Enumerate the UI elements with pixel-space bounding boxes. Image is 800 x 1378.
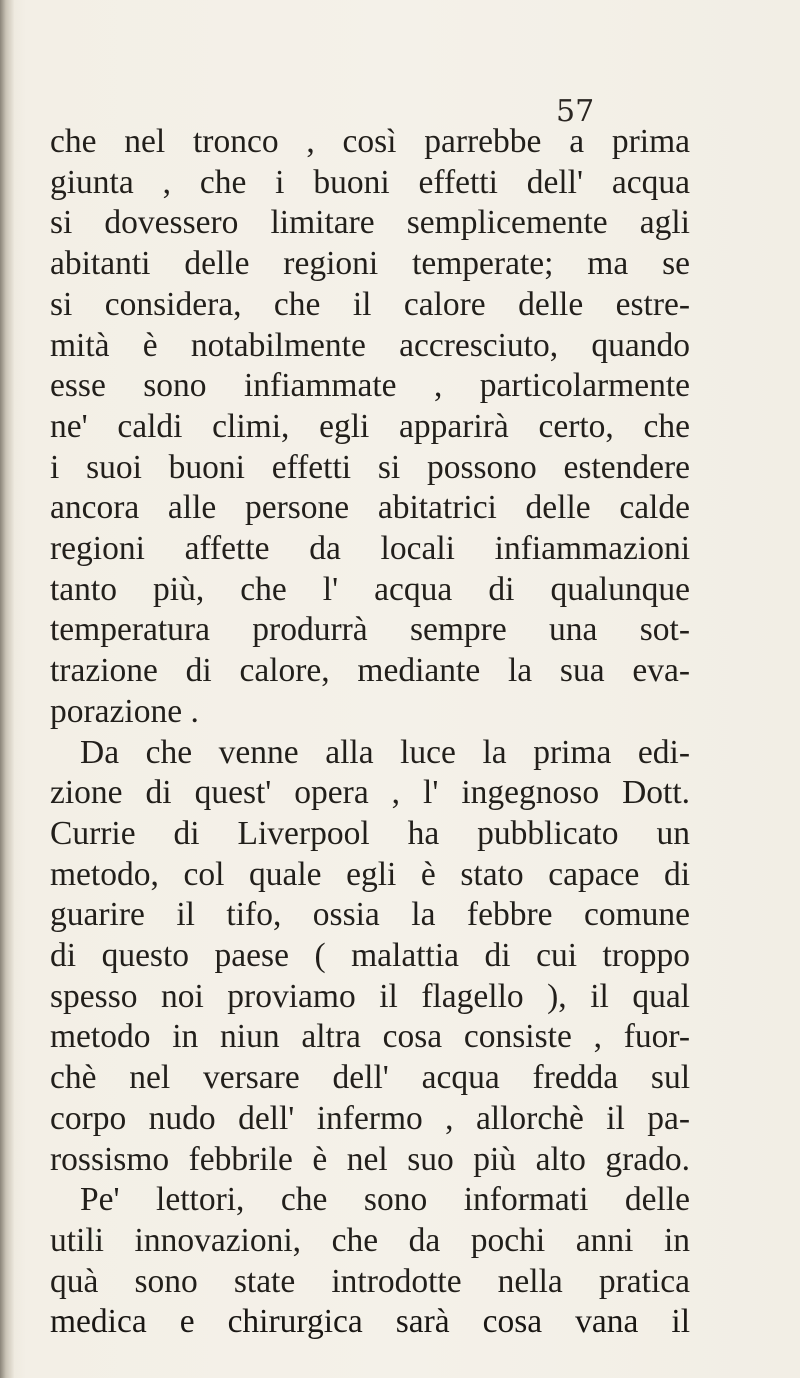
text-line: medica e chirurgica sarà cosa vana il	[50, 1303, 690, 1341]
text-line: metodo, col quale egli è stato capace di	[50, 855, 690, 893]
text-line: metodo in niun altra cosa consiste , fuor-	[50, 1018, 690, 1056]
text-line: si considera, che il calore delle estre-	[50, 285, 690, 323]
text-line: giunta , che i buoni effetti dell' acqua	[50, 163, 690, 201]
text-line: chè nel versare dell' acqua fredda sul	[50, 1059, 690, 1097]
text-line: i suoi buoni effetti si possono estendere	[50, 448, 690, 486]
text-line: ne' caldi climi, egli apparirà certo, che	[50, 407, 690, 445]
text-line: Da che venne alla luce la prima edi-	[80, 733, 690, 771]
text-line: esse sono infiammate , particolarmente	[50, 367, 690, 405]
text-line: porazione .	[50, 692, 199, 730]
page-binding-edge	[0, 0, 14, 1378]
text-line: corpo nudo dell' infermo , allorchè il pa-	[50, 1099, 690, 1137]
body-text	[50, 122, 690, 1343]
text-line: guarire il tifo, ossia la febbre comune	[50, 896, 690, 934]
text-line: zione di quest' opera , l' ingegnoso Dott.	[50, 774, 690, 812]
text-line: ancora alle persone abitatrici delle calde	[50, 489, 690, 527]
text-line: temperatura produrrà sempre una sot-	[50, 611, 690, 649]
text-line: spesso noi proviamo il flagello ), il qual	[50, 977, 690, 1015]
text-line: si dovessero limitare semplicemente agli	[50, 204, 690, 242]
text-line: trazione di calore, mediante la sua eva-	[50, 652, 690, 690]
text-line: utili innovazioni, che da pochi anni in	[50, 1221, 690, 1259]
text-line: quà sono state introdotte nella pratica	[50, 1262, 690, 1300]
text-line: che nel tronco , così parrebbe a prima	[50, 123, 690, 160]
text-line: regioni affette da locali infiammazioni	[50, 530, 690, 568]
text-line: abitanti delle regioni temperate; ma se	[50, 245, 690, 283]
text-line: Currie di Liverpool ha pubblicato un	[50, 814, 690, 852]
text-line: tanto più, che l' acqua di qualunque	[50, 570, 690, 608]
text-line: mità è notabilmente accresciuto, quando	[50, 326, 690, 364]
text-line: rossismo febbrile è nel suo più alto grado.	[50, 1140, 690, 1178]
text-line: di questo paese ( malattia di cui troppo	[50, 937, 690, 975]
page-number: 57	[556, 94, 595, 129]
text-line: Pe' lettori, che sono informati delle	[80, 1181, 690, 1219]
